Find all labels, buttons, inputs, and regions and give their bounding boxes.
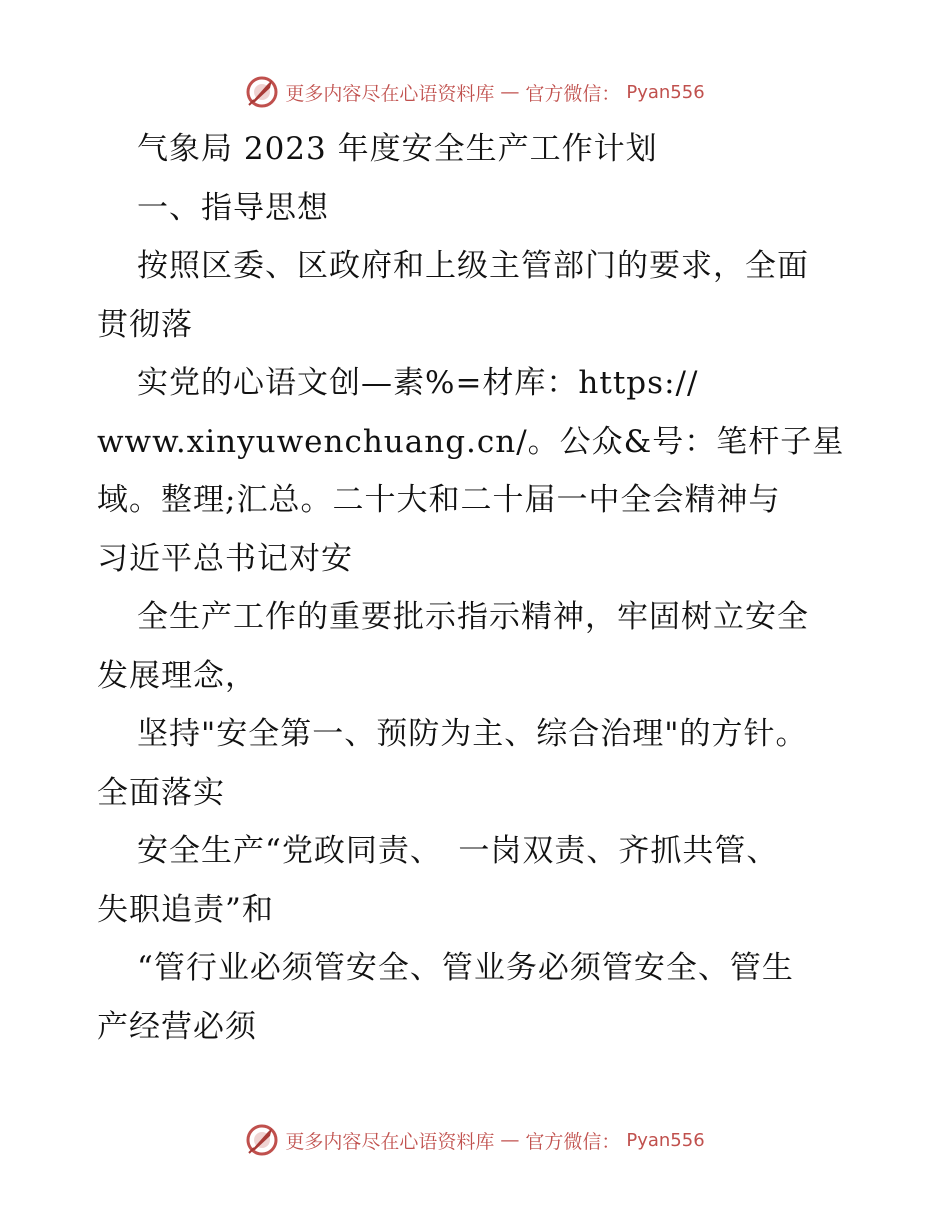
quill-pen-logo-icon — [245, 1123, 279, 1157]
document-line: 全面落实 — [97, 774, 225, 811]
document-line: 域。整理;汇总。二十大和二十届一中全会精神与 — [97, 482, 781, 518]
document-title: 气象局 2023 年度安全生产工作计划 — [137, 131, 658, 167]
footer-wechat-label: 官方微信： — [525, 1130, 621, 1153]
document-line: 坚持"安全第一、预防为主、综合治理"的方针。 — [137, 716, 808, 752]
document-line: “管行业必须管安全、管业务必须管安全、管生 — [137, 950, 794, 986]
document-line: 失职追责”和 — [97, 891, 274, 928]
document-line: 实党的心语文创—素%=材库：https:// — [137, 365, 699, 401]
header-site-text: 更多内容尽在心语资料库 — [285, 82, 495, 105]
document-line: 全生产工作的重要批示指示精神，牢固树立安全 — [137, 599, 809, 635]
document-line: www.xinyuwenchuang.cn/。公众&号：笔杆子星 — [97, 423, 845, 460]
document-body — [97, 120, 857, 1056]
document-line: 一、指导思想 — [137, 189, 329, 226]
document-line: 习近平总书记对安 — [97, 540, 353, 577]
header-wechat-id: Pyan556 — [626, 81, 705, 103]
document-line: 贯彻落 — [97, 306, 193, 343]
quill-pen-logo-icon — [245, 75, 279, 109]
footer-site-text: 更多内容尽在心语资料库 — [285, 1130, 495, 1153]
footer-wechat-id: Pyan556 — [626, 1129, 705, 1151]
document-line: 安全生产“党政同责、 一岗双责、齐抓共管、 — [137, 833, 779, 869]
header-wechat-label: 官方微信： — [525, 82, 621, 105]
document-line: 产经营必须 — [97, 1008, 257, 1045]
footer-separator: — — [500, 1129, 520, 1151]
header-banner — [0, 72, 950, 112]
document-line: 按照区委、区政府和上级主管部门的要求，全面 — [137, 248, 809, 284]
footer-banner — [0, 1120, 950, 1160]
document-line: 发展理念， — [97, 657, 257, 694]
header-separator: — — [500, 81, 520, 103]
